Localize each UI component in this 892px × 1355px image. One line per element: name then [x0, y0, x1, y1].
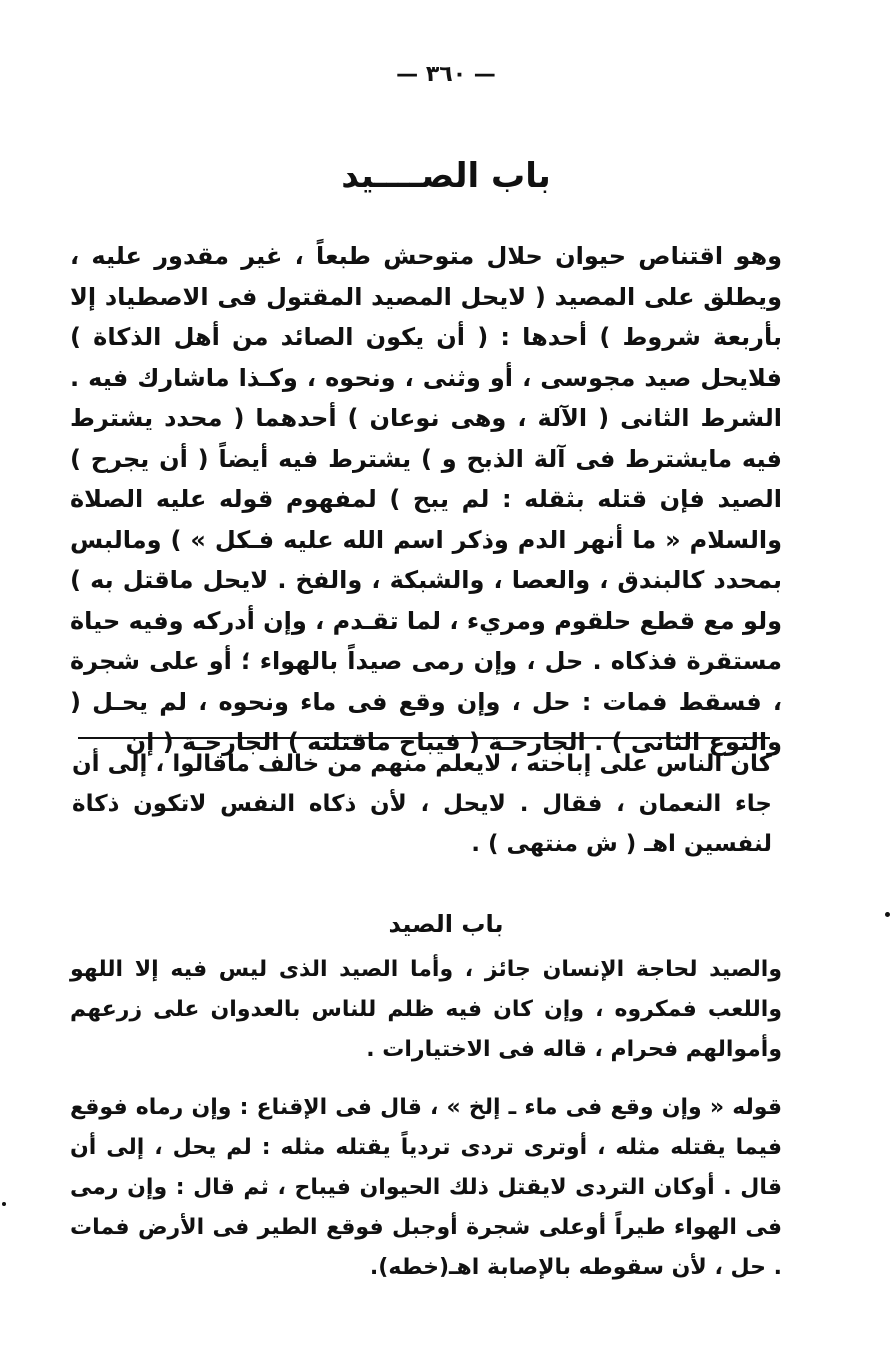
main-paragraph: وهو اقتناص حيوان حلال متوحش طبعاً ، غير مقدور عليه ، ويطلق على المصيد ( لايحل المصيد المقتول فى الاصطياد إلا بأربعة شروط ) أحدها : ( أن يكون الصائد من أهل الذكاة ) فلايحل صيد مجوسى ، أو وثنى ، ونحوه ، وكـذا ماشارك فيه . الشرط الثانى ( الآلة ، وهى نوعان ) أحدهما ( محدد يشترط فيه مايشترط فى آلة الذبح و ) يشترط فيه أيضاً ( أن يجرح ) الصيد فإن قتله بثقله : لم يبح ) لمفهوم قوله عليه الصلاة والسلام « ما أنهر الدم وذكر اسم الله عليه فـكل » ) ومالبس بمحدد كالبندق ، والعصا ، والشبكة ، والفخ . لايحل ماقتل به ) ولو مع قطع حلقوم ومريء ، لما تقـدم ، وإن أدركه وفيه حياة مستقرة فذكاه . حل ، وإن رمى صيداً بالهواء ؛ أو على شجرة ، فسقط فمات : حل ، وإن وقع فى ماء ونحوه ، لم يحـل ( والنوع الثانى ) . الجارحـة ( فيباح ماقتلته ) الجارحـة ( إن	[69, 242, 782, 756]
footnote-divider	[78, 737, 770, 739]
scan-speck	[2, 1202, 6, 1206]
main-text	[70, 236, 782, 763]
page-number: — ٣٦٠ —	[396, 62, 496, 87]
commentary-paragraph-2: قوله « وإن وقع فى ماء ـ إلخ » ، قال فى الإقناع : وإن رماه فوقع فيما يقتله مثله ، أوترى تردى تردياً يقتله مثله : لم يحل ، إلى أن قال . أوكان التردى لايقتل ذلك الحيوان فيباح ، ثم قال : وإن رمى فى الهواء طيراً أوعلى شجرة أوجبل فوقع الطير فى الأرض فمات . حل ، لأن سقوطه بالإصابة اهـ(خطه).	[70, 1095, 782, 1280]
commentary-section	[70, 950, 782, 1288]
commentary-title: باب الصيد	[388, 910, 504, 938]
footnote	[72, 744, 772, 864]
chapter-title: باب الصــــيد	[341, 156, 551, 196]
scan-speck	[885, 912, 890, 917]
footnote-text: كان الناس على إباحته ، لايعلم منهم من خالف ماقالوا ، إلى أن جاء النعمان ، فقال . لايحل ، لأن ذكاه النفس لاتكون ذكاة لنفسين اهـ ( ش منتهى ) .	[72, 751, 772, 857]
commentary-paragraph-1: والصيد لحاجة الإنسان جائز ، وأما الصيد الذى ليس فيه إلا اللهو واللعب فمكروه ، وإن كان فيه ظلم للناس بالعدوان على زرعهم وأموالهم فحرام ، قاله فى الاختيارات .	[70, 957, 782, 1062]
